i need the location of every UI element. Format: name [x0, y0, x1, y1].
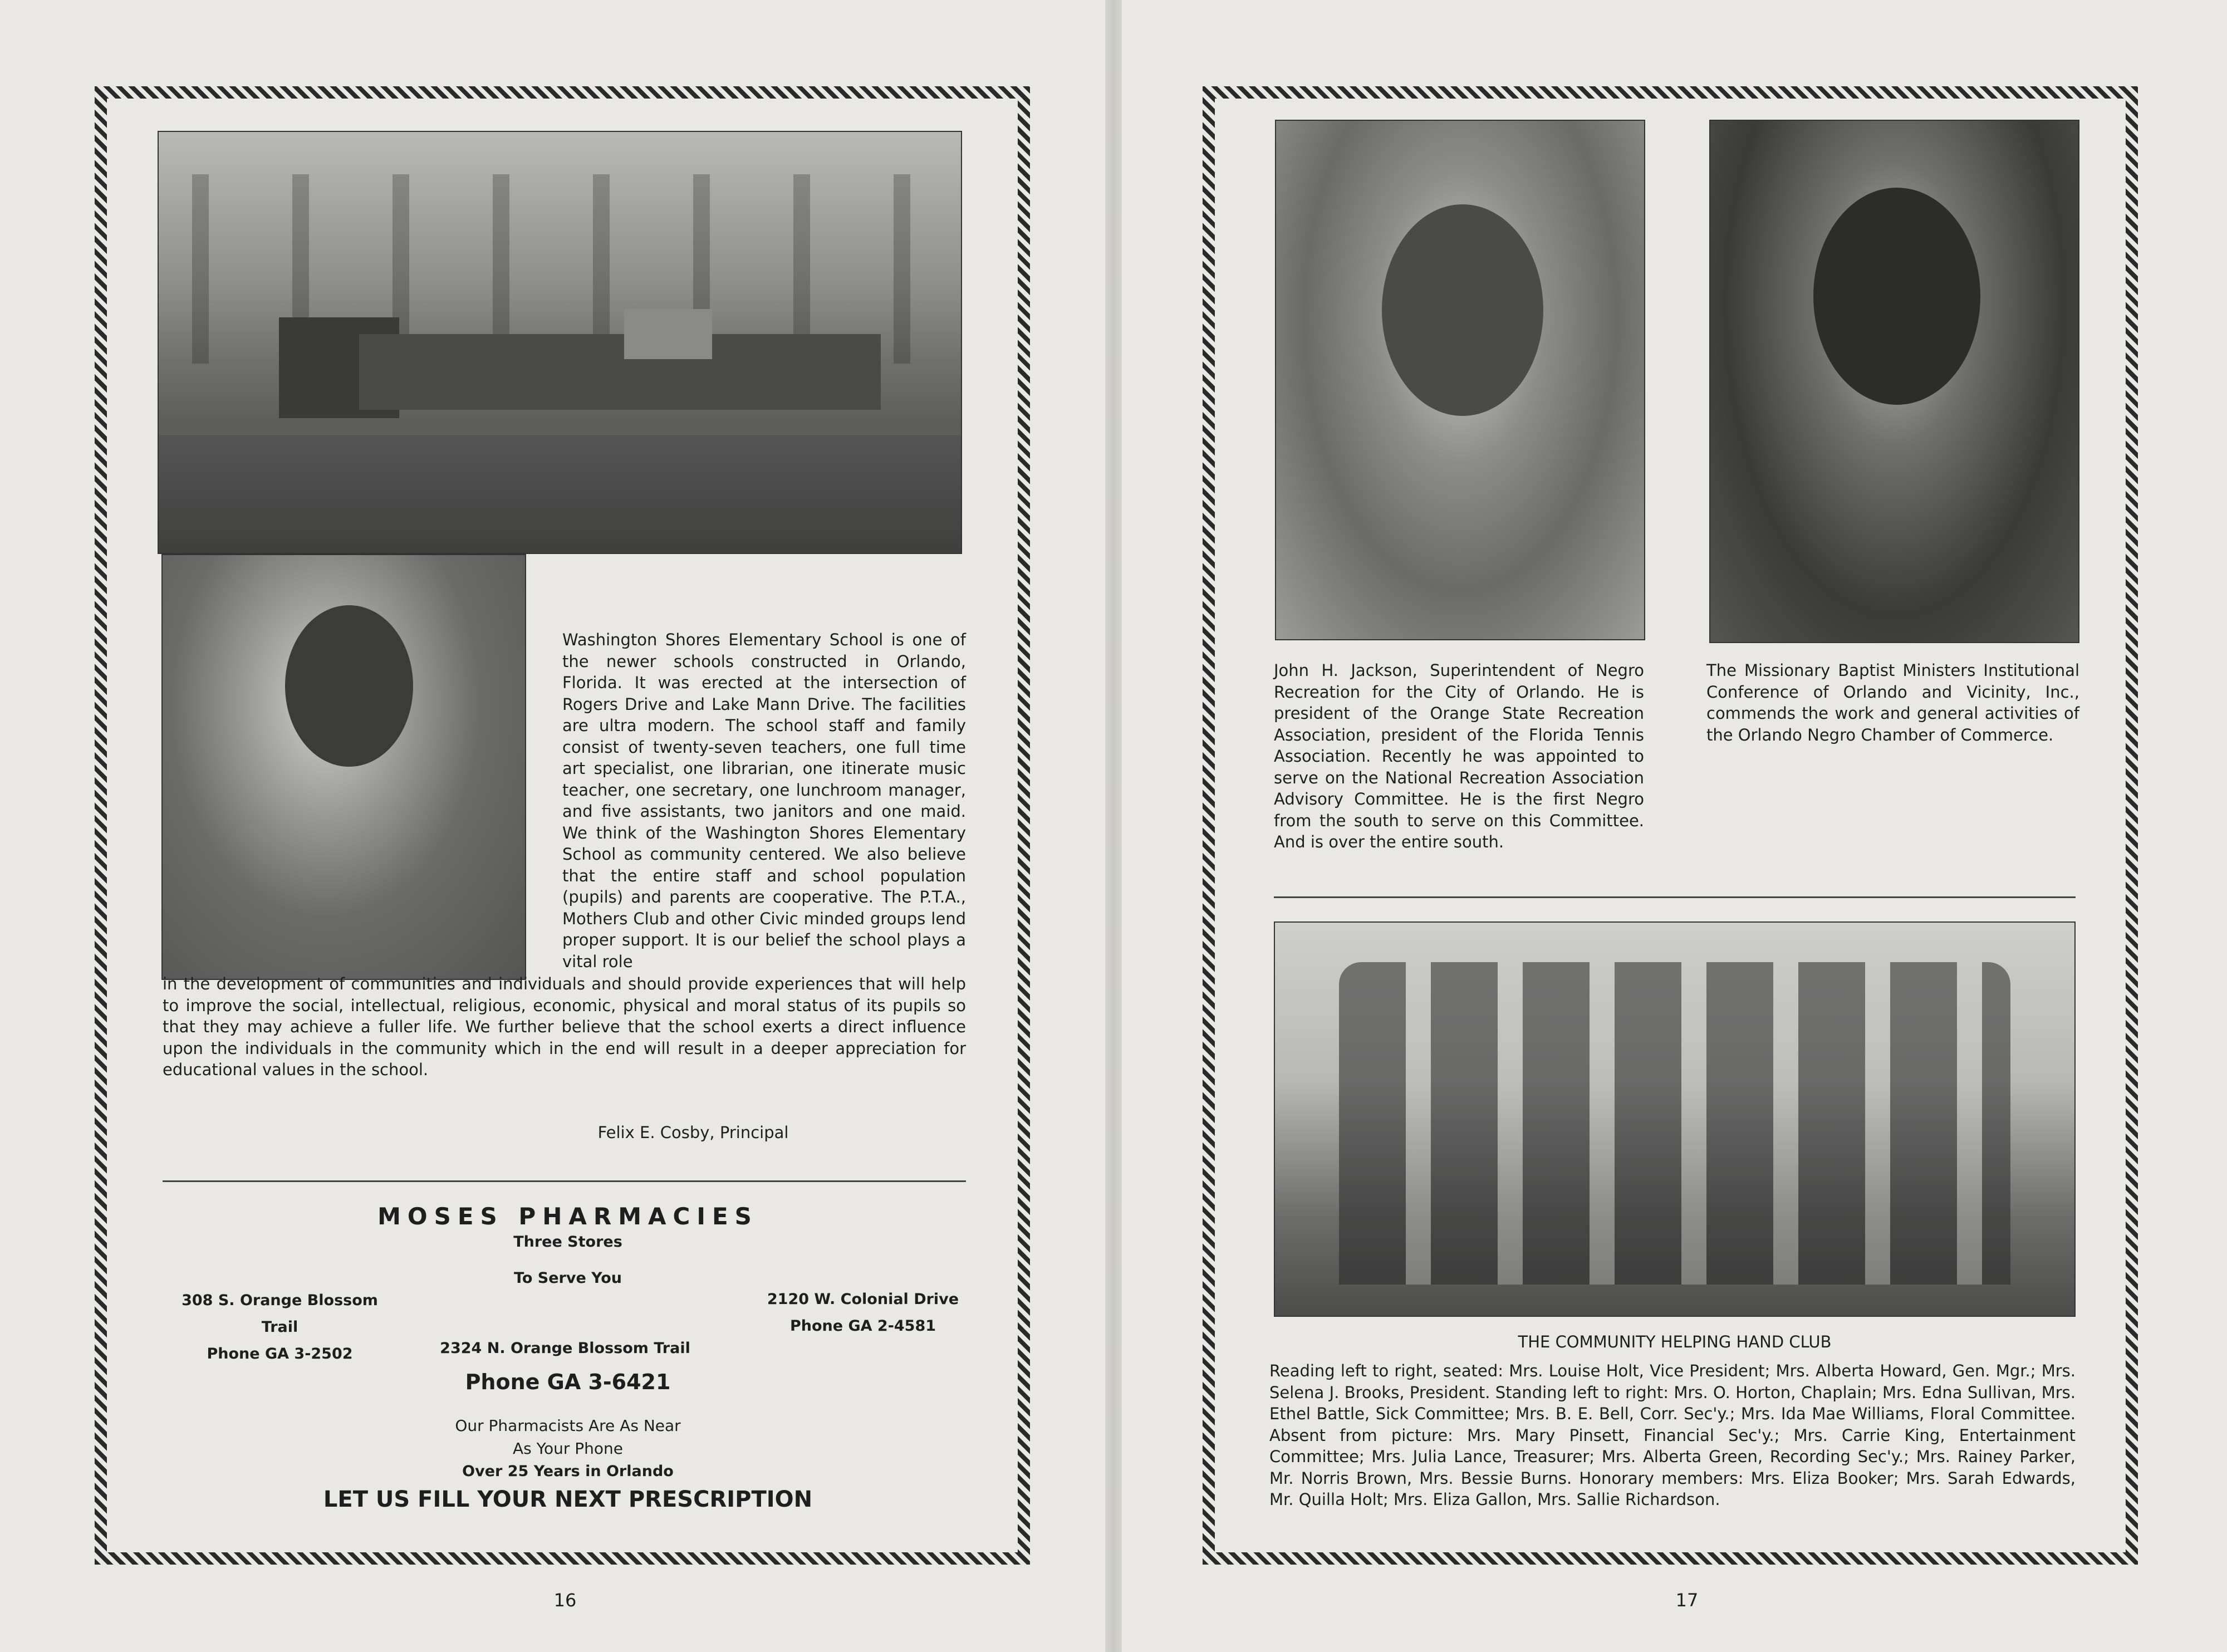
- store-3: [390, 1335, 740, 1362]
- ad-years: Over 25 Years in Orlando: [462, 1463, 674, 1480]
- store-2: [752, 1286, 974, 1340]
- store-2-phone: Phone GA 2-4581: [789, 1317, 936, 1335]
- store-1-address: 308 S. Orange Blossom Trail: [182, 1292, 378, 1336]
- page-number-16: 16: [553, 1590, 577, 1611]
- minister-caption: The Missionary Baptist Ministers Institutional Conference of Orlando and Vicinity, Inc., commends the work and general activities of the Orlando Negro Chamber of Commerce.: [1706, 661, 2079, 744]
- school-description: Washington Shores Elementary School is one of the newer schools constructed in Orlando, Florida. It was erected at the intersection of Rogers Drive and Lake Mann Drive. The facilities are ultra modern. The school staff and family consist of twenty-seven teachers, one full time art specialist, one librarian, one itinerate music teacher, one secretary, one lunchroom manager, and five assistants, two janitors and one maid. We think of the Washington Shores Elementary School as community centered. We also believe that the entire staff and school population (pupils) and parents are cooperative. The P.T.A., Mothers Club and other Civic minded groups lend proper support. It is our belief the school plays a vital role: [562, 630, 966, 971]
- lawn: [159, 435, 961, 553]
- minister-portrait-photo: [1709, 120, 2079, 643]
- ad-title: MOSES PHARMACIES: [377, 1203, 758, 1230]
- club-caption: Reading left to right, seated: Mrs. Louise Holt, Vice President; Mrs. Alberta Howard, Gen. Mgr.; Mrs. Selena J. Brooks, President. Standing left to right: Mrs. O. Horton, Chaplain; Mrs. Edna Sullivan, Mrs. Ethel Battle, Sick Committee; Mrs. B. E. Bell, Corr. Sec'y.; Mrs. Ida Mae Williams, Floral Committee. Absent from picture: Mrs. Mary Pinsett, Financial Sec'y.; Mrs. Carrie King, Entertainment Committee; Mrs. Julia Lance, Treasurer; Mrs. Alberta Green, Recording Sec'y.; Mrs. Rainey Parker, Mr. Norris Brown, Mrs. Bessie Burns. Honorary members: Mrs. Eliza Booker; Mrs. Sarah Edwards, Mr. Quilla Holt; Mrs. Eliza Gallon, Mrs. Sallie Richardson.: [1269, 1361, 2076, 1509]
- jackson-portrait-photo: [1275, 120, 1645, 640]
- ad-note: [278, 1414, 857, 1460]
- club-title: THE COMMUNITY HELPING HAND CLUB: [1518, 1332, 1832, 1351]
- club-members: [1339, 962, 2010, 1285]
- ad-note-line-2: As Your Phone: [512, 1439, 624, 1458]
- ad-call-to-action: LET US FILL YOUR NEXT PRESCRIPTION: [323, 1487, 813, 1512]
- ad-main-phone: Phone GA 3-6421: [465, 1370, 671, 1394]
- principal-signature: Felix E. Cosby, Principal: [597, 1123, 789, 1142]
- school-building-photo: [158, 131, 962, 554]
- store-1: [161, 1287, 398, 1367]
- divider: [163, 1180, 966, 1182]
- store-2-address: 2120 W. Colonial Drive: [767, 1291, 959, 1308]
- divider: [1274, 896, 2076, 898]
- school-description-continued: in the development of communities and individuals and should provide experiences that will help to improve the social, intellectual, religious, economic, physical and moral status of its pupils so that they may achieve a fuller life. We further believe that the school exerts a direct influence upon the individuals in the community which in the end will result in a deeper appreciation for educational values in the school.: [163, 974, 966, 1079]
- store-3-address: 2324 N. Orange Blossom Trail: [440, 1340, 690, 1357]
- school-sign: [624, 309, 713, 360]
- store-1-phone: Phone GA 3-2502: [207, 1345, 353, 1362]
- ad-subtitle: Three Stores: [513, 1233, 622, 1251]
- jackson-caption: John H. Jackson, Superintendent of Negro Recreation for the City of Orlando. He is president of the Orange State Recreation Association, president of the Florida Tennis Association. Recently he was appointed to serve on the National Recreation Association Advisory Committee. He is the first Negro from the south to serve on this Committee. And is over the entire south.: [1274, 661, 1644, 851]
- ad-tagline: To Serve You: [513, 1269, 622, 1287]
- ad-note-line-1: Our Pharmacists Are As Near: [455, 1416, 681, 1435]
- portrait-face: [1813, 188, 1980, 405]
- principal-portrait-photo: [161, 554, 526, 980]
- page-number-17: 17: [1675, 1590, 1699, 1611]
- portrait-face: [285, 605, 413, 767]
- book-gutter: [1105, 0, 1122, 1652]
- club-group-photo: [1274, 921, 2076, 1317]
- portrait-face: [1382, 204, 1543, 416]
- school-building: [359, 334, 881, 410]
